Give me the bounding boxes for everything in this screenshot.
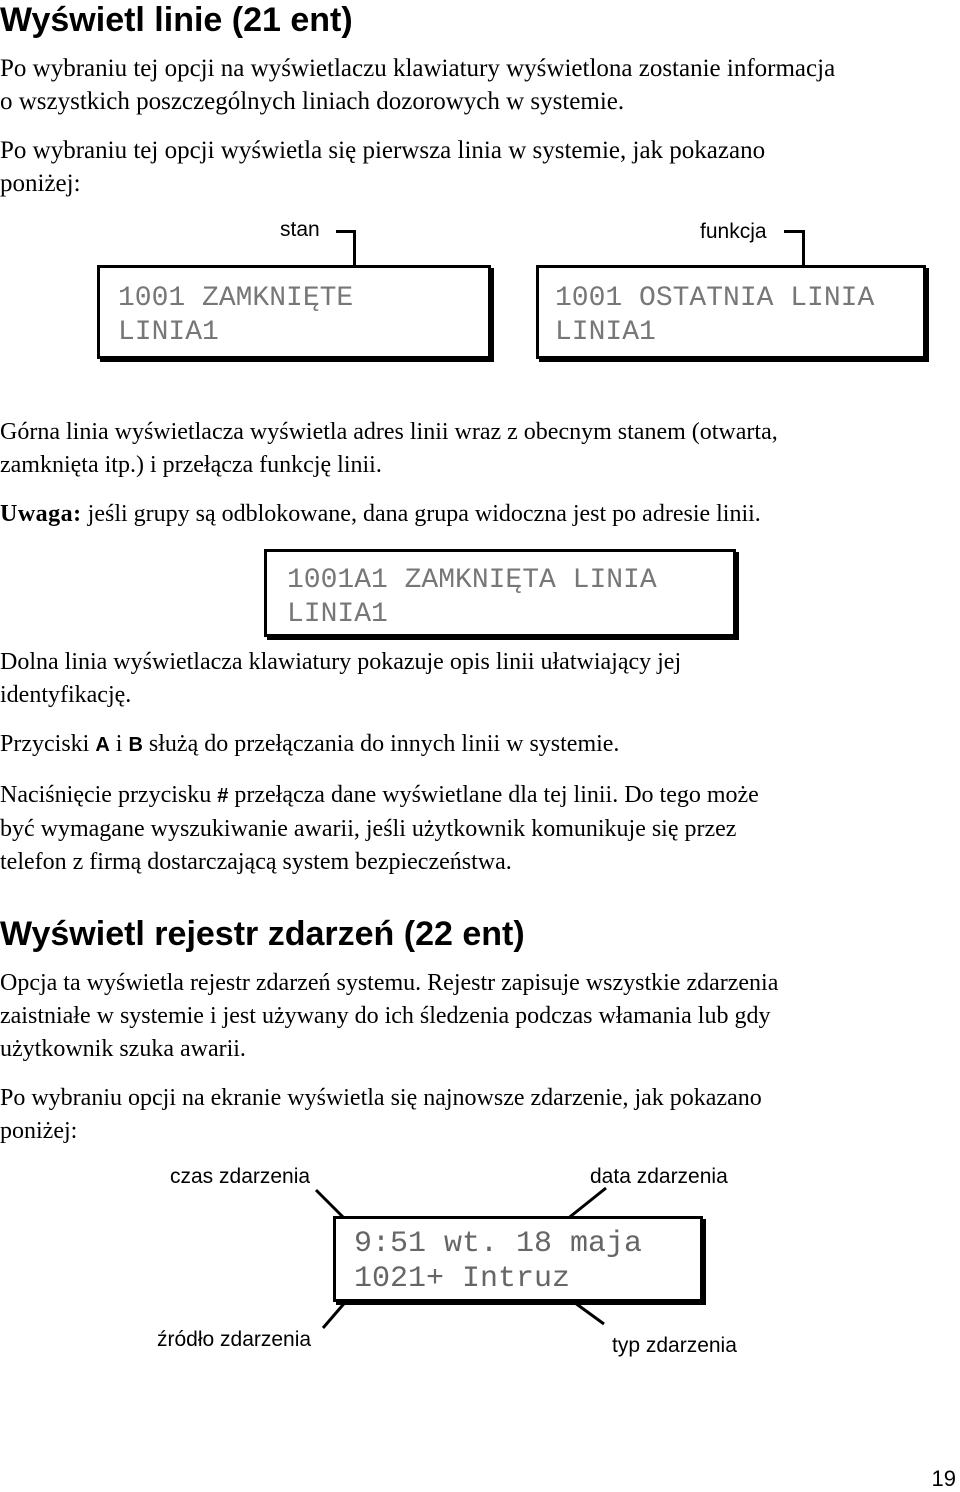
text-run: przełącza dane wyświetlane dla tej linii. Do tego może	[228, 782, 759, 808]
section1-paragraph-1	[0, 52, 835, 118]
text-line: zaistniałe w systemie i jest używany do ich śledzenia podczas włamania lub gdy	[0, 1003, 771, 1029]
text-run: i	[109, 731, 129, 757]
callout-label-source: źródło zdarzenia	[157, 1328, 312, 1351]
text-line: telefon z firmą dostarczającą system bezpieczeństwa.	[0, 849, 512, 875]
key-a: A	[95, 734, 110, 756]
text-line: być wymagane wyszukiwanie awarii, jeśli użytkownik komunikuje się przez	[0, 816, 737, 842]
text-line: identyfikację.	[0, 682, 132, 708]
text-line: poniżej:	[0, 170, 81, 197]
callout-line-state	[353, 230, 356, 270]
text-line	[0, 779, 759, 813]
text-line: zamknięta itp.) i przełącza funkcję linii.	[0, 452, 382, 478]
lcd-line-2: 1021+ Intruz	[354, 1262, 571, 1296]
section1-paragraph-5	[0, 728, 619, 762]
text-line: Po wybraniu opcji na ekranie wyświetla się najnowsze zdarzenie, jak pokazano	[0, 1085, 762, 1111]
section1-paragraph-4	[0, 646, 681, 712]
lcd-line-2: LINIA1	[118, 317, 219, 348]
text-run: służą do przełączania do innych linii w systemie.	[142, 731, 620, 757]
callout-label-time: czas zdarzenia	[170, 1165, 311, 1188]
key-b: B	[128, 734, 143, 756]
callout-label-state: stan	[280, 218, 320, 241]
text-line: Górna linia wyświetlacza wyświetla adres linii wraz z obecnym stanem (otwarta,	[0, 419, 778, 445]
text-line: o wszystkich poszczególnych liniach dozorowych w systemie.	[0, 88, 625, 115]
lcd-line-1: 1001 ZAMKNIĘTE	[118, 283, 354, 314]
note-text: jeśli grupy są odblokowane, dana grupa widoczna jest po adresie linii.	[81, 501, 761, 527]
callout-label-function: funkcja	[700, 220, 767, 243]
lcd-line-2: LINIA1	[555, 317, 656, 348]
callout-label-type: typ zdarzenia	[612, 1334, 737, 1357]
section2-heading: Wyświetl rejestr zdarzeń (22 ent)	[0, 915, 525, 953]
text-line: Po wybraniu tej opcji na wyświetlaczu klawiatury wyświetlona zostanie informacja	[0, 55, 836, 82]
section1-paragraph-3	[0, 416, 778, 482]
text-run: Naciśnięcie przycisku	[0, 782, 218, 808]
lcd-line-1: 1001A1 ZAMKNIĘTA LINIA	[287, 565, 657, 596]
section2-paragraph-1	[0, 967, 778, 1066]
lcd-line-2: LINIA1	[287, 599, 388, 630]
text-line: użytkownik szuka awarii.	[0, 1036, 246, 1062]
text-line: Opcja ta wyświetla rejestr zdarzeń systemu. Rejestr zapisuje wszystkie zdarzenia	[0, 970, 779, 996]
section1-paragraph-2	[0, 134, 765, 200]
lcd-display-event	[333, 1216, 703, 1302]
text-run: Przyciski	[0, 731, 96, 757]
lcd-display-function	[536, 265, 926, 359]
lcd-line-1: 1001 OSTATNIA LINIA	[555, 283, 875, 314]
section1-paragraph-6	[0, 779, 759, 879]
note-paragraph	[0, 498, 761, 531]
lcd-line-1: 9:51 wt. 18 maja	[354, 1227, 643, 1261]
text-line: Po wybraniu tej opcji wyświetla się pierwsza linia w systemie, jak pokazano	[0, 137, 766, 164]
page-number: 19	[931, 1466, 956, 1491]
section2-paragraph-2	[0, 1082, 762, 1148]
section1-heading: Wyświetl linie (21 ent)	[0, 1, 353, 39]
callout-line-function	[802, 230, 805, 270]
note-lead: Uwaga:	[0, 501, 82, 527]
lcd-display-state	[97, 265, 491, 359]
callout-label-date: data zdarzenia	[590, 1165, 728, 1188]
text-line: poniżej:	[0, 1118, 78, 1144]
text-line: Dolna linia wyświetlacza klawiatury pokazuje opis linii ułatwiający jej	[0, 649, 682, 675]
lcd-display-group	[264, 549, 736, 637]
key-hash: #	[217, 785, 229, 807]
